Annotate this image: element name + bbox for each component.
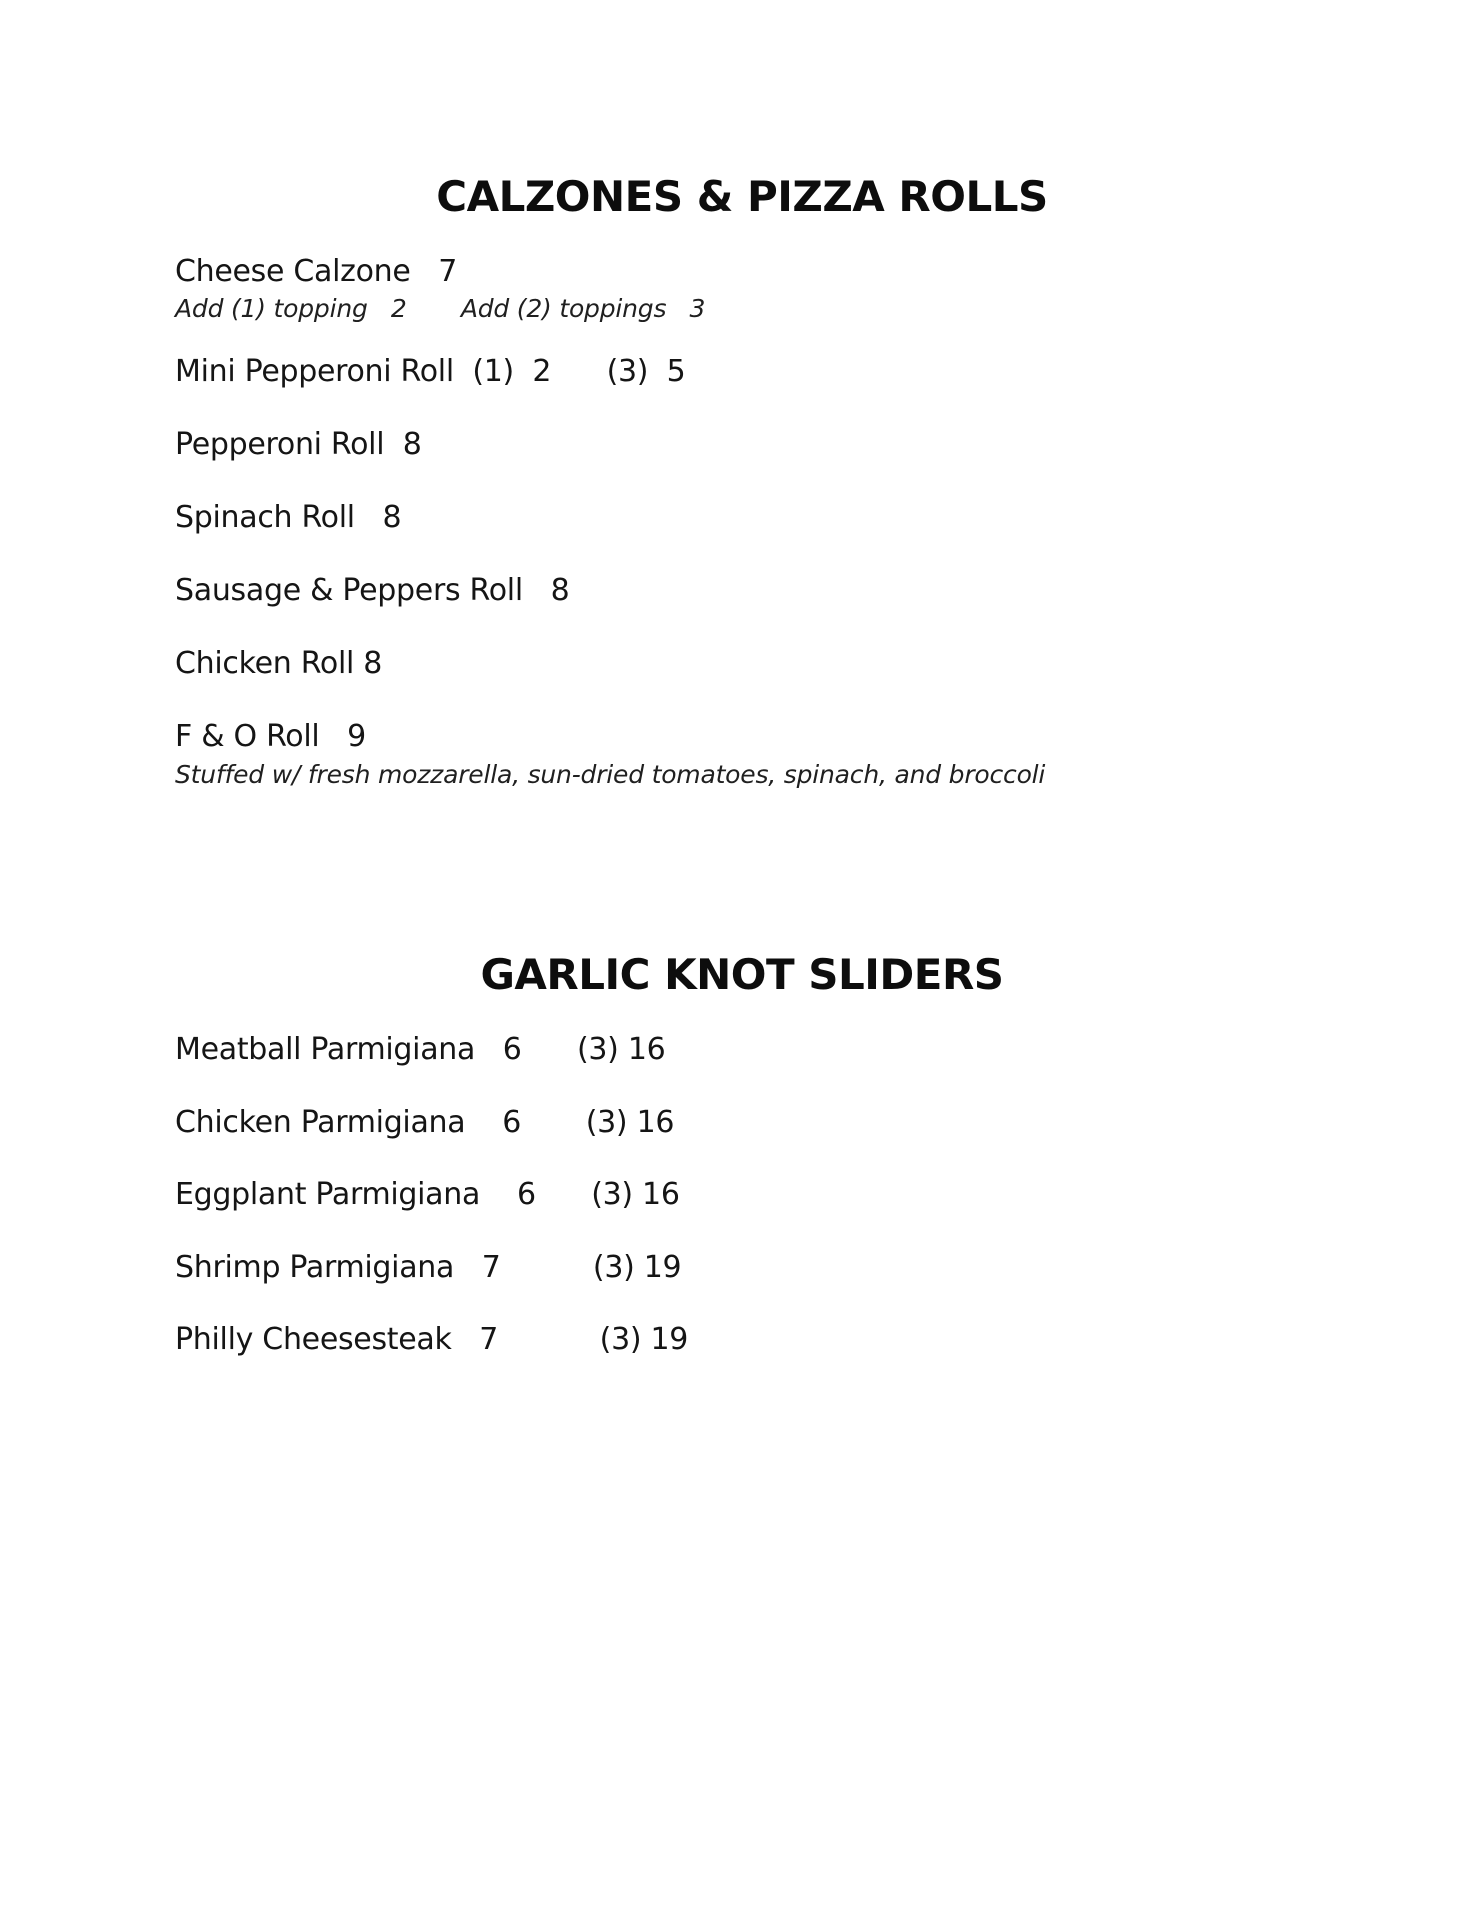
- menu-item-pepperoni-roll: Pepperoni Roll 8: [175, 427, 422, 462]
- menu-item-mini-pepperoni-roll: Mini Pepperoni Roll (1) 2 (3) 5: [175, 354, 686, 389]
- menu-item-eggplant-parmigiana: Eggplant Parmigiana 6 (3) 16: [175, 1177, 680, 1212]
- menu-item-meatball-parmigiana: Meatball Parmigiana 6 (3) 16: [175, 1032, 666, 1067]
- section-title-calzones: CALZONES & PIZZA ROLLS: [436, 172, 1048, 221]
- menu-item-cheese-calzone: Cheese Calzone 7: [175, 254, 458, 289]
- section-title-garlic-knot-sliders: GARLIC KNOT SLIDERS: [480, 950, 1004, 999]
- menu-item-chicken-parmigiana: Chicken Parmigiana 6 (3) 16: [175, 1105, 675, 1140]
- menu-item-f-and-o-roll: F & O Roll 9: [175, 719, 366, 754]
- menu-item-shrimp-parmigiana: Shrimp Parmigiana 7 (3) 19: [175, 1250, 682, 1285]
- menu-item-spinach-roll: Spinach Roll 8: [175, 500, 402, 535]
- menu-item-sausage-peppers-roll: Sausage & Peppers Roll 8: [175, 573, 570, 608]
- menu-item-note-f-and-o: Stuffed w/ fresh mozzarella, sun-dried tomatoes, spinach, and broccoli: [175, 760, 1046, 789]
- menu-item-note-toppings: Add (1) topping 2 Add (2) toppings 3: [175, 294, 706, 323]
- menu-item-chicken-roll: Chicken Roll 8: [175, 646, 383, 681]
- menu-item-philly-cheesesteak: Philly Cheesesteak 7 (3) 19: [175, 1322, 689, 1357]
